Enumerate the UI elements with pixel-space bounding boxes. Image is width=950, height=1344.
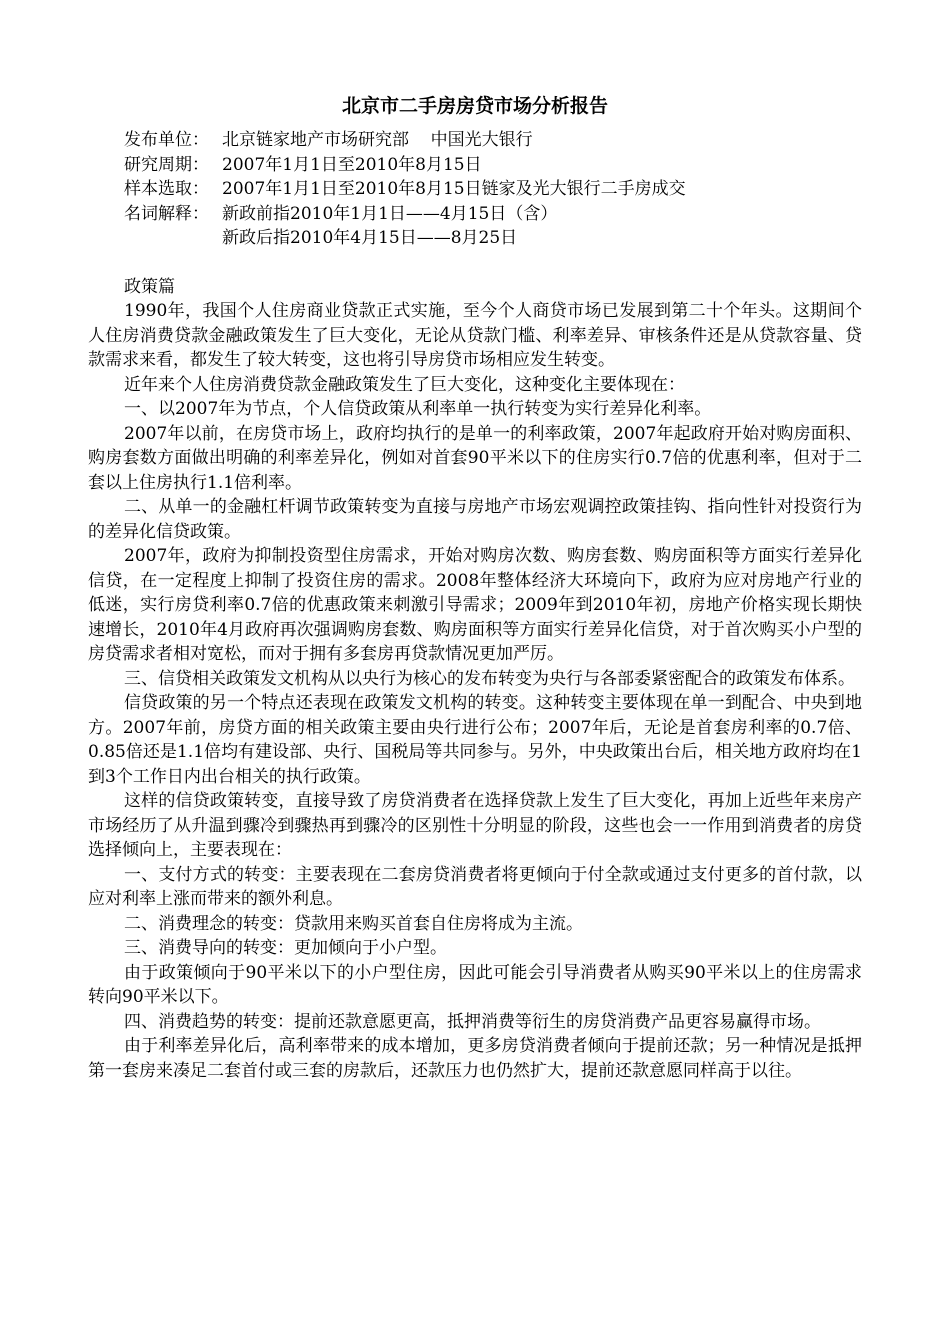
paragraph: 这样的信贷政策转变，直接导致了房贷消费者在选择贷款上发生了巨大变化，再加上近些年来房产市场经历了从升温到骤冷到骤热再到骤冷的区别性十分明显的阶段，这些也会一一作用到消费者的房贷选择倾向上，主要表现在：	[88, 791, 862, 860]
paragraph: 三、信贷相关政策发文机构从以央行为核心的发布转变为央行与各部委紧密配合的政策发布体系。	[124, 668, 855, 689]
document-title: 北京市二手房房贷市场分析报告	[341, 95, 608, 117]
terms-value-pre-policy: 新政前指2010年1月1日——4月15日（含）	[222, 203, 558, 224]
paragraph: 2007年，政府为抑制投资型住房需求，开始对购房次数、购房套数、购房面积等方面实行差异化信贷，在一定程度上抑制了投资住房的需求。2008年整体经济大环境向下，政府为应对房地产行业的低迷，实行房贷利率0.7倍的优惠政策来刺激引导需求；2009年到2010年初，房地产价格实现长期快速增长，2010年4月政府再次强调购房套数、购房面积等方面实行差异化信贷，对于首次购买小户型的房贷需求者相对宽松，而对于拥有多套房再贷款情况更加严厉。	[88, 546, 862, 664]
publisher-label: 发布单位：	[124, 130, 209, 150]
terms-row	[124, 202, 862, 227]
section-body	[88, 299, 862, 1083]
publisher-row	[124, 128, 862, 153]
paragraph: 信贷政策的另一个特点还表现在政策发文机构的转变。这种转变主要体现在单一到配合、中央到地方。2007年前，房贷方面的相关政策主要由央行进行公布；2007年后，无论是首套房利率的0.7倍、0.85倍还是1.1倍均有建设部、央行、国税局等共同参与。另外，中央政策出台后，相关地方政府均在1到3个工作日内出台相关的执行政策。	[88, 693, 862, 787]
paragraph: 由于利率差异化后，高利率带来的成本增加，更多房贷消费者倾向于提前还款；另一种情况是抵押第一套房来凑足二套首付或三套的房款后，还款压力也仍然扩大，提前还款意愿同样高于以往。	[88, 1036, 862, 1081]
sample-value: 2007年1月1日至2010年8月15日链家及光大银行二手房成交	[222, 179, 686, 199]
paragraph: 2007年以前，在房贷市场上，政府均执行的是单一的利率政策，2007年起政府开始对购房面积、购房套数方面做出明确的利率差异化，例如对首套90平米以下的住房实行0.7倍的优惠利率，但对于二套以上住房执行1.1倍利率。	[88, 423, 862, 493]
paragraph: 由于政策倾向于90平米以下的小户型住房，因此可能会引导消费者从购买90平米以上的住房需求转向90平米以下。	[88, 962, 862, 1007]
section-heading: 政策篇	[124, 276, 175, 297]
paragraph: 一、以2007年为节点，个人信贷政策从利率单一执行转变为实行差异化利率。	[124, 399, 712, 419]
publisher-value: 北京链家地产市场研究部 中国光大银行	[222, 130, 533, 150]
terms-label: 名词解释：	[124, 203, 209, 224]
period-value: 2007年1月1日至2010年8月15日	[222, 154, 482, 175]
paragraph: 二、从单一的金融杠杆调节政策转变为直接与房地产市场宏观调控政策挂钩、指向性针对投资行为的差异化信贷政策。	[88, 497, 862, 542]
period-label: 研究周期：	[124, 154, 209, 175]
sample-label: 样本选取：	[124, 179, 209, 199]
paragraph: 一、支付方式的转变：主要表现在二套房贷消费者将更倾向于付全款或通过支付更多的首付款，以应对利率上涨而带来的额外利息。	[88, 864, 862, 909]
paragraph: 三、消费导向的转变：更加倾向于小户型。	[124, 938, 447, 958]
paragraph: 四、消费趋势的转变：提前还款意愿更高，抵押消费等衍生的房贷消费产品更容易赢得市场。	[124, 1011, 821, 1032]
terms-value-post-policy: 新政后指2010年4月15日——8月25日	[222, 228, 518, 248]
document-page	[88, 92, 862, 1083]
paragraph: 二、消费理念的转变：贷款用来购买首套自住房将成为主流。	[124, 913, 583, 934]
report-metadata	[88, 128, 862, 251]
spacer	[88, 251, 862, 275]
period-row	[124, 153, 862, 178]
sample-row	[124, 177, 862, 202]
paragraph: 近年来个人住房消费贷款金融政策发生了巨大变化，这种变化主要体现在：	[124, 374, 685, 395]
paragraph: 1990年，我国个人住房商业贷款正式实施，至今个人商贷市场已发展到第二十个年头。这期间个人住房消费贷款金融政策发生了巨大变化，无论从贷款门槛、利率差异、审核条件还是从贷款容量、贷款需求来看，都发生了较大转变，这也将引导房贷市场相应发生转变。	[88, 301, 862, 370]
